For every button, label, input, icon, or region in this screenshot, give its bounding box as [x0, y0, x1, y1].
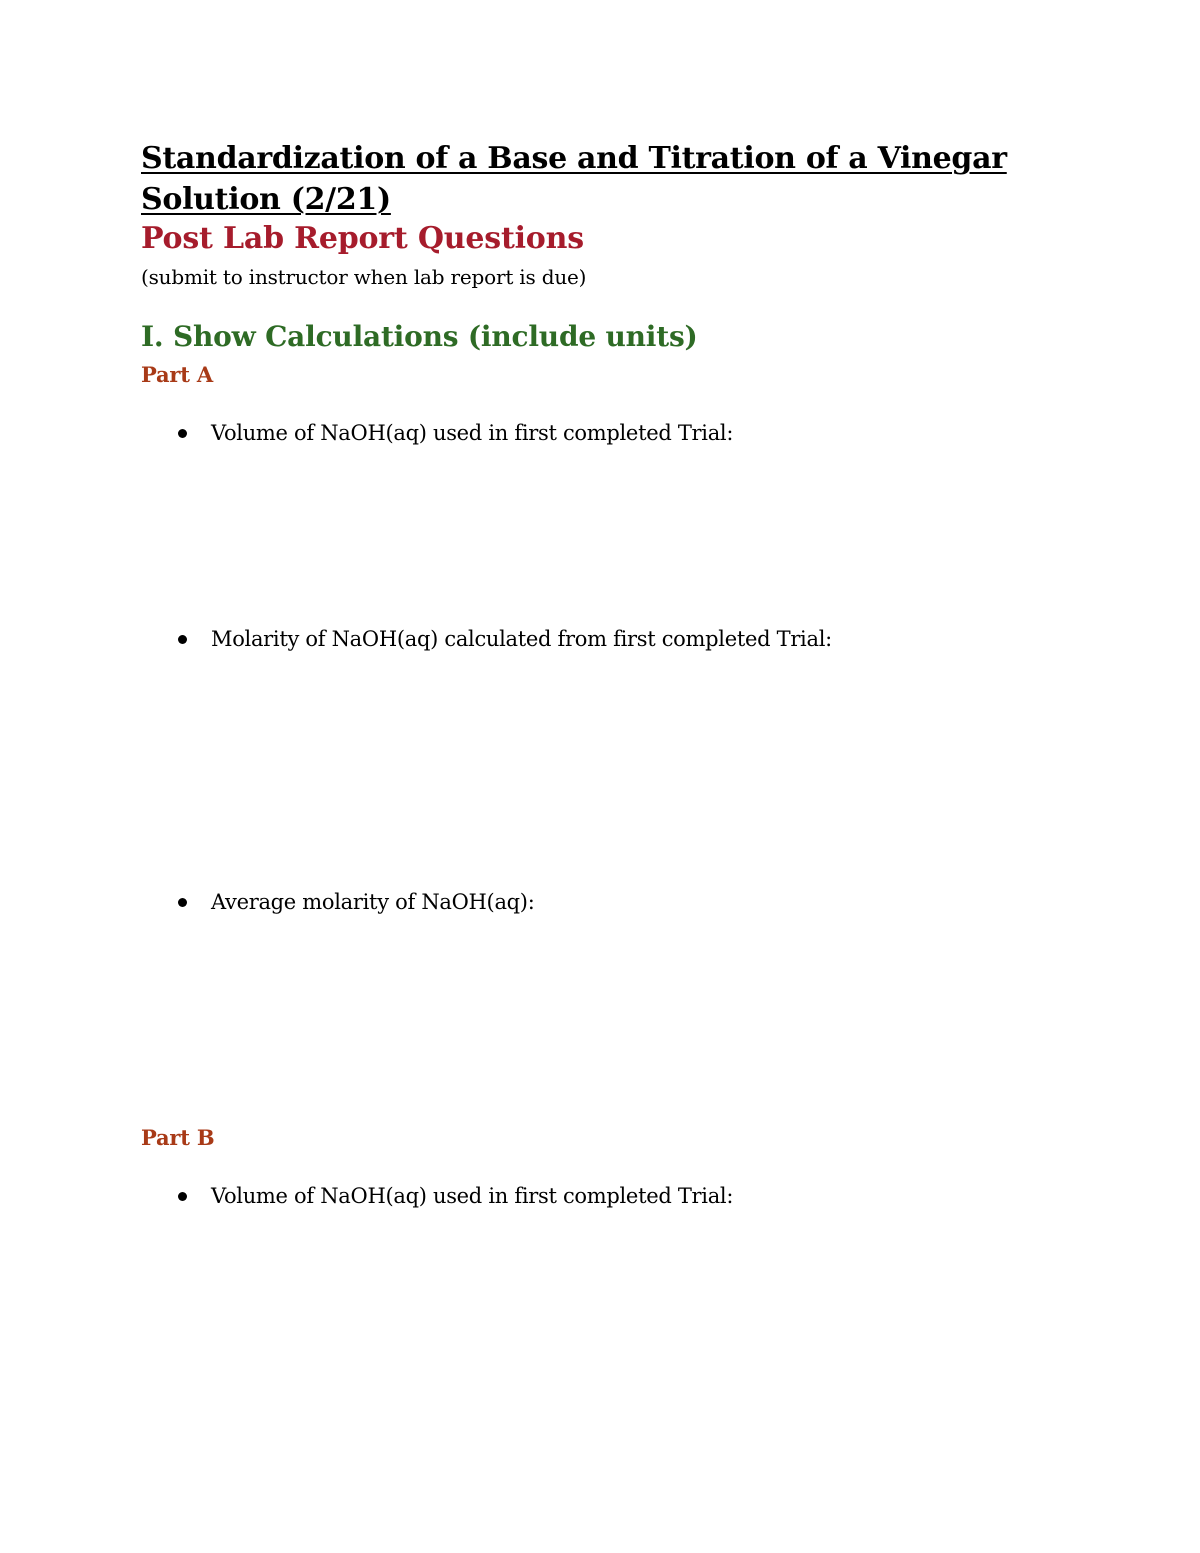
document-subtitle: Post Lab Report Questions — [141, 221, 584, 256]
bullet-icon — [178, 1192, 187, 1201]
list-item-text: Volume of NaOH(aq) used in first completed Trial: — [211, 1184, 734, 1208]
document-title-line-2: Solution (2/21) — [141, 182, 391, 217]
list-item-text: Molarity of NaOH(aq) calculated from first completed Trial: — [211, 627, 832, 651]
list-item — [178, 421, 733, 445]
list-item — [178, 1184, 733, 1208]
list-item-text: Average molarity of NaOH(aq): — [211, 890, 535, 914]
submission-instruction: (submit to instructor when lab report is due) — [141, 265, 587, 289]
bullet-icon — [178, 898, 187, 907]
list-item — [178, 890, 534, 914]
bullet-icon — [178, 635, 187, 644]
list-item — [178, 627, 832, 651]
bullet-icon — [178, 429, 187, 438]
part-b-heading: Part B — [141, 1125, 215, 1150]
part-a-heading: Part A — [141, 362, 214, 387]
list-item-text: Volume of NaOH(aq) used in first completed Trial: — [211, 421, 734, 445]
section-heading: I. Show Calculations (include units) — [141, 320, 698, 353]
document-title-line-1: Standardization of a Base and Titration of a Vinegar — [141, 141, 1007, 176]
